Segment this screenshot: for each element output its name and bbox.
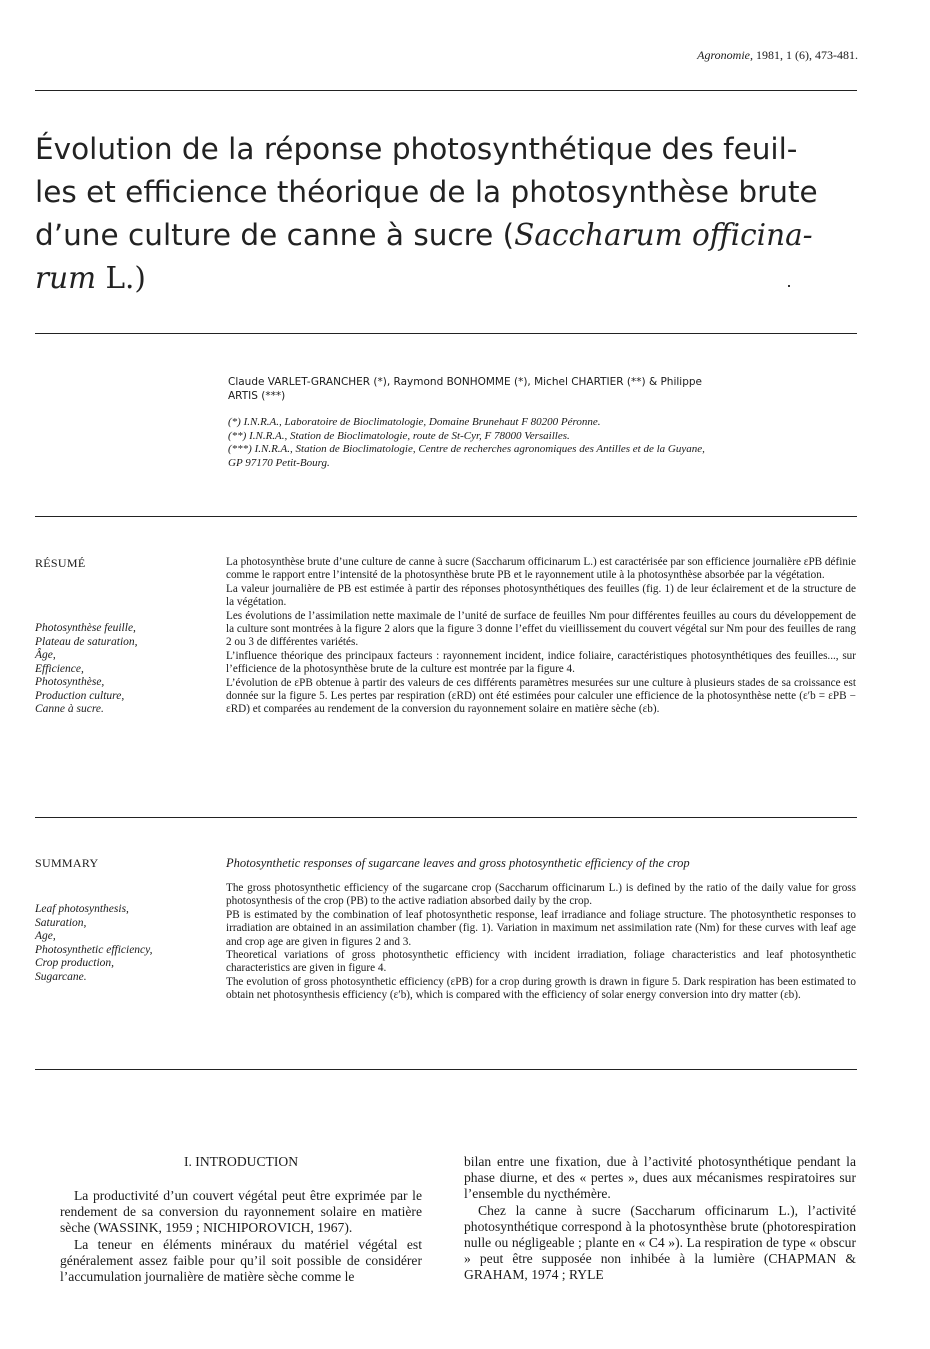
- intro-right-column: [464, 1154, 856, 1284]
- resume-rule: [35, 817, 857, 818]
- summary-keywords: [35, 903, 153, 984]
- section-heading: I. INTRODUCTION: [183, 1154, 299, 1169]
- affiliation: (*) I.N.R.A., Laboratoire de Bioclimatologie, Domaine Brunehaut F 80200 Péronne.: [228, 416, 601, 428]
- resume-paragraph: Les évolutions de l’assimilation nette maximale de l’unité de surface de feuilles Nm pour différentes feuilles au cours du développement de la culture sont montrées à la figure 2 alors que la figure 3 donne l’effet du vieillissement du couvert végétal sur Nm pour des feuilles de rang 2 ou 3 de différentes variétés.: [226, 609, 856, 649]
- summary-body: [226, 882, 856, 1003]
- title-line: d’une culture de canne à sucre (Saccharum officina-: [35, 218, 813, 252]
- author-line: Claude VARLET-GRANCHER (*), Raymond BONHOMME (*), Michel CHARTIER (**) & Philippe: [228, 376, 703, 388]
- article-title: [35, 128, 865, 300]
- summary-title: Photosynthetic responses of sugarcane leaves and gross photosynthetic efficiency of the crop: [226, 856, 690, 870]
- resume-paragraph: L’évolution de εPB obtenue à partir des valeurs de ces différents paramètres mesurées sur une culture à plusieurs stades de sa croissance est donnée sur la figure 5. Les pertes par respiration (εRD) ont été estimées pour calculer une efficience de la photosynthèse nette (ε′b = εPB − εRD) et comparées au rendement de la conversion du rayonnement solaire en matière sèche (εb).: [226, 676, 856, 716]
- journal-volume: 1981, 1 (6), 473-481.: [756, 48, 858, 62]
- keyword: Plateau de saturation,: [35, 635, 138, 648]
- affiliation: (***) I.N.R.A., Station de Bioclimatologie, Centre de recherches agronomiques des Antilles et de la Guyane,: [228, 443, 705, 455]
- summary-paragraph: Theoretical variations of gross photosynthetic efficiency with incident irradiation, foliage characteristics and leaf photosynthetic characteristics are given in figure 4.: [226, 949, 856, 975]
- authors-rule: [35, 516, 857, 517]
- affiliation: GP 97170 Petit-Bourg.: [228, 456, 330, 469]
- header-rule: [35, 90, 857, 91]
- keyword: Age,: [35, 930, 56, 942]
- author-list: [228, 375, 856, 403]
- keyword: Saturation,: [35, 916, 87, 929]
- keyword: Leaf photosynthesis,: [35, 903, 129, 915]
- affiliations: [228, 416, 858, 470]
- keyword: Photosynthèse feuille,: [35, 622, 136, 634]
- keyword: Sugarcane.: [35, 970, 87, 983]
- resume-paragraph: La valeur journalière de PB est estimée à partir des réponses photosynthétiques des feuilles (fig. 1) de leur éclairement et de la structure de la végétation.: [226, 582, 856, 609]
- resume-keywords: [35, 622, 138, 717]
- keyword: Photosynthetic efficiency,: [35, 943, 153, 956]
- summary-heading: SUMMARY: [35, 856, 99, 870]
- summary-paragraph: The gross photosynthetic efficiency of the sugarcane crop (Saccharum officinarum L.) is defined by the ratio of the daily value for gross photosynthesis of the crop (PB) to the active radiation absorbed daily by the crop.: [226, 882, 856, 908]
- title-rule: [35, 333, 857, 334]
- stray-dot: [788, 285, 790, 287]
- keyword: Crop production,: [35, 957, 115, 969]
- resume-paragraph: La photosynthèse brute d’une culture de canne à sucre (Saccharum officinarum L.) est caractérisée par son efficience journalière εPB définie comme le rapport entre l’intensité de la photosynthèse brute PB et le rayonnement utile à la photosynthèse absorbée par la végétation.: [226, 556, 856, 582]
- affiliation: (**) I.N.R.A., Station de Bioclimatologie, route de St-Cyr, F 78000 Versailles.: [228, 429, 570, 442]
- summary-rule: [35, 1069, 857, 1070]
- resume-paragraph: L’influence théorique des principaux facteurs : rayonnement incident, indice foliaire, caractéristiques photosynthétiques des feuilles..., sur l’efficience de la photosynthèse brute de la culture est montrée par la figure 4.: [226, 649, 856, 676]
- title-line: Évolution de la réponse photosynthétique des feuil-: [35, 132, 798, 166]
- body-paragraph: Chez la canne à sucre (Saccharum officinarum L.), l’activité photosynthétique correspond à la photosynthèse brute (photorespiration nulle ou négligeable ; plante en « C4 »). La respiration de type « obscur » peut être supposée non inhibée à la lumière (CHAPMAN & GRAHAM, 1974 ; RYLE: [464, 1202, 856, 1283]
- keyword: Production culture,: [35, 689, 125, 702]
- summary-paragraph: PB is estimated by the combination of leaf photosynthetic response, leaf irradiance and foliage structure. The photosynthetic responses to irradiation are obtained in an assimilation chamber (fig. 1). Variation in maximum net assimilation rate (Nm) for these curves with leaf age and crop age are given in figures 2 and 3.: [226, 908, 856, 948]
- resume-body: [226, 556, 856, 717]
- title-line: rum L.): [35, 261, 146, 295]
- keyword: Canne à sucre.: [35, 703, 104, 715]
- keyword: Photosynthèse,: [35, 676, 105, 688]
- summary-paragraph: The evolution of gross photosynthetic efficiency (εPB) for a crop during growth is drawn in figure 5. Dark respiration has been estimated to obtain net photosynthesis efficiency (ε′b), which is compared with the efficiency of solar energy conversion into dry matter (εb).: [226, 975, 856, 1002]
- intro-left-column: [60, 1188, 422, 1285]
- journal-name: Agronomie,: [697, 48, 753, 62]
- keyword: Efficience,: [35, 662, 84, 675]
- body-paragraph: La productivité d’un couvert végétal peut être exprimée par le rendement de sa conversion du rayonnement solaire en matière sèche (WASSINK, 1959 ; NICHIPOROVICH, 1967).: [60, 1188, 422, 1236]
- keyword: Âge,: [35, 649, 56, 661]
- journal-citation: [697, 48, 858, 63]
- body-paragraph: La teneur en éléments minéraux du matériel végétal est généralement assez faible pour qu’il soit possible de considérer l’accumulation journalière de matière sèche comme le: [60, 1236, 422, 1285]
- title-line: les et efficience théorique de la photosynthèse brute: [35, 175, 818, 209]
- body-paragraph: bilan entre une fixation, due à l’activité photosynthétique pendant la phase diurne, et des « pertes », dues aux mécanismes respiratoires sur l’ensemble du nycthémère.: [464, 1154, 856, 1202]
- author-line: ARTIS (***): [228, 390, 286, 402]
- resume-heading: RÉSUMÉ: [35, 556, 86, 570]
